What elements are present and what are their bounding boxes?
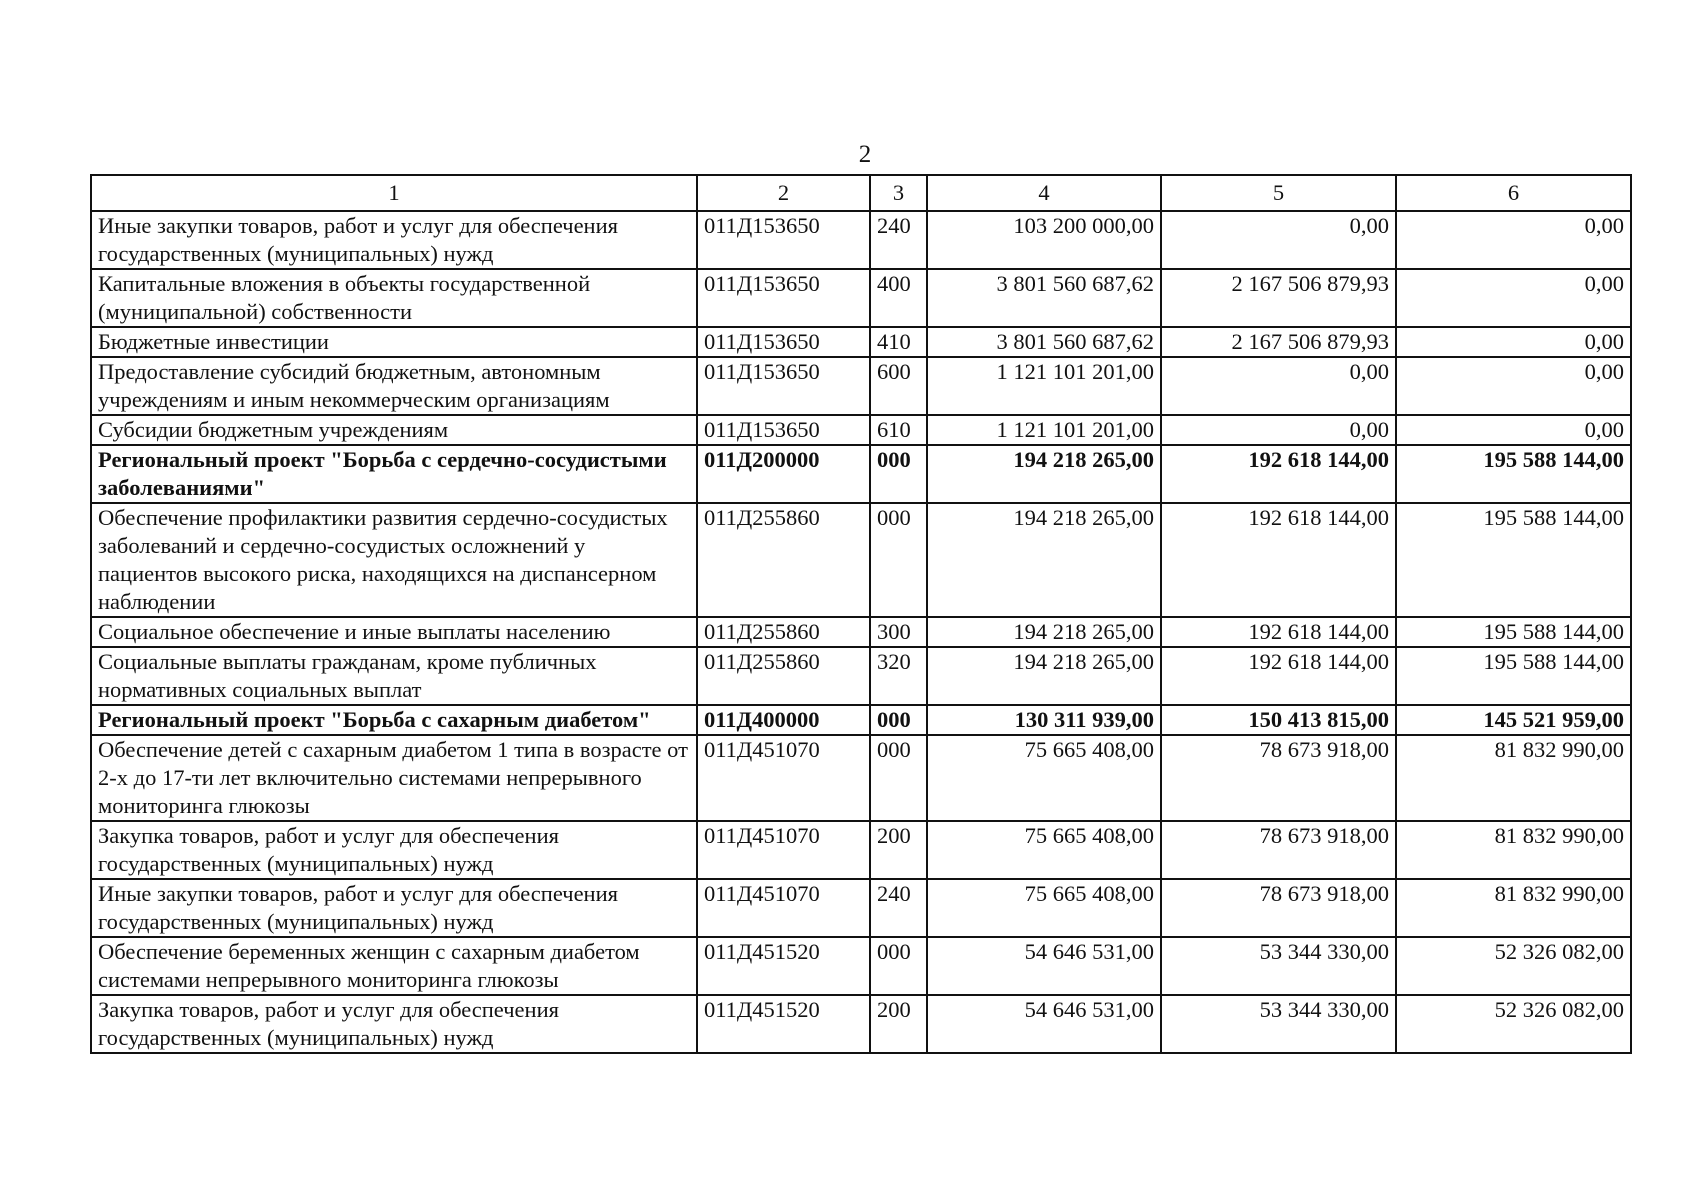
row-value-col6: 145 521 959,00 bbox=[1396, 705, 1631, 735]
row-name: Субсидии бюджетным учреждениям bbox=[91, 415, 697, 445]
row-code: 011Д451070 bbox=[697, 735, 870, 821]
row-value-col5: 0,00 bbox=[1161, 357, 1396, 415]
row-value-col5: 192 618 144,00 bbox=[1161, 647, 1396, 705]
row-name: Обеспечение профилактики развития сердечно-сосудистых заболеваний и сердечно-сосудистых осложнений у пациентов высокого риска, находящихся на диспансерном наблюдении bbox=[91, 503, 697, 617]
row-name: Региональный проект "Борьба с сердечно-сосудистыми заболеваниями" bbox=[91, 445, 697, 503]
row-value-col4: 54 646 531,00 bbox=[927, 937, 1161, 995]
row-code: 011Д153650 bbox=[697, 269, 870, 327]
row-value-col4: 194 218 265,00 bbox=[927, 617, 1161, 647]
table-row bbox=[91, 617, 1631, 647]
row-value-col4: 54 646 531,00 bbox=[927, 995, 1161, 1053]
row-code: 011Д451070 bbox=[697, 879, 870, 937]
table-row bbox=[91, 211, 1631, 269]
row-code: 011Д255860 bbox=[697, 617, 870, 647]
row-expense-type: 000 bbox=[870, 503, 927, 617]
row-value-col6: 81 832 990,00 bbox=[1396, 879, 1631, 937]
row-value-col4: 75 665 408,00 bbox=[927, 879, 1161, 937]
row-name: Закупка товаров, работ и услуг для обеспечения государственных (муниципальных) нужд bbox=[91, 821, 697, 879]
row-value-col6: 0,00 bbox=[1396, 327, 1631, 357]
row-value-col5: 192 618 144,00 bbox=[1161, 503, 1396, 617]
row-value-col4: 75 665 408,00 bbox=[927, 735, 1161, 821]
row-value-col5: 150 413 815,00 bbox=[1161, 705, 1396, 735]
row-expense-type: 320 bbox=[870, 647, 927, 705]
row-expense-type: 400 bbox=[870, 269, 927, 327]
row-value-col6: 195 588 144,00 bbox=[1396, 445, 1631, 503]
row-value-col6: 195 588 144,00 bbox=[1396, 647, 1631, 705]
row-code: 011Д255860 bbox=[697, 647, 870, 705]
row-name: Обеспечение беременных женщин с сахарным диабетом системами непрерывного мониторинга глюкозы bbox=[91, 937, 697, 995]
row-value-col6: 0,00 bbox=[1396, 415, 1631, 445]
row-value-col5: 53 344 330,00 bbox=[1161, 937, 1396, 995]
row-value-col4: 3 801 560 687,62 bbox=[927, 327, 1161, 357]
row-name: Социальные выплаты гражданам, кроме публичных нормативных социальных выплат bbox=[91, 647, 697, 705]
row-value-col5: 2 167 506 879,93 bbox=[1161, 327, 1396, 357]
row-code: 011Д153650 bbox=[697, 357, 870, 415]
row-expense-type: 240 bbox=[870, 879, 927, 937]
row-expense-type: 000 bbox=[870, 445, 927, 503]
row-expense-type: 240 bbox=[870, 211, 927, 269]
row-expense-type: 200 bbox=[870, 821, 927, 879]
row-code: 011Д153650 bbox=[697, 211, 870, 269]
header-col-3: 3 bbox=[870, 175, 927, 211]
header-col-1: 1 bbox=[91, 175, 697, 211]
header-col-4: 4 bbox=[927, 175, 1161, 211]
header-col-5: 5 bbox=[1161, 175, 1396, 211]
row-value-col6: 0,00 bbox=[1396, 269, 1631, 327]
row-value-col5: 192 618 144,00 bbox=[1161, 617, 1396, 647]
row-value-col6: 0,00 bbox=[1396, 211, 1631, 269]
table-row bbox=[91, 647, 1631, 705]
header-col-6: 6 bbox=[1396, 175, 1631, 211]
row-value-col5: 0,00 bbox=[1161, 415, 1396, 445]
header-col-2: 2 bbox=[697, 175, 870, 211]
row-code: 011Д451520 bbox=[697, 937, 870, 995]
row-value-col6: 52 326 082,00 bbox=[1396, 995, 1631, 1053]
row-expense-type: 000 bbox=[870, 705, 927, 735]
row-code: 011Д153650 bbox=[697, 415, 870, 445]
row-code: 011Д400000 bbox=[697, 705, 870, 735]
row-expense-type: 000 bbox=[870, 735, 927, 821]
row-value-col4: 194 218 265,00 bbox=[927, 445, 1161, 503]
header-row bbox=[91, 175, 1631, 211]
row-code: 011Д200000 bbox=[697, 445, 870, 503]
row-name: Иные закупки товаров, работ и услуг для обеспечения государственных (муниципальных) нужд bbox=[91, 211, 697, 269]
row-value-col5: 53 344 330,00 bbox=[1161, 995, 1396, 1053]
row-name: Иные закупки товаров, работ и услуг для обеспечения государственных (муниципальных) нужд bbox=[91, 879, 697, 937]
row-value-col4: 3 801 560 687,62 bbox=[927, 269, 1161, 327]
table-row bbox=[91, 445, 1631, 503]
row-expense-type: 600 bbox=[870, 357, 927, 415]
budget-table bbox=[90, 174, 1632, 1054]
table-row bbox=[91, 269, 1631, 327]
row-value-col6: 81 832 990,00 bbox=[1396, 735, 1631, 821]
row-expense-type: 610 bbox=[870, 415, 927, 445]
row-value-col4: 103 200 000,00 bbox=[927, 211, 1161, 269]
row-value-col6: 81 832 990,00 bbox=[1396, 821, 1631, 879]
row-value-col5: 78 673 918,00 bbox=[1161, 735, 1396, 821]
row-value-col5: 0,00 bbox=[1161, 211, 1396, 269]
row-expense-type: 300 bbox=[870, 617, 927, 647]
table-row bbox=[91, 879, 1631, 937]
row-code: 011Д153650 bbox=[697, 327, 870, 357]
row-value-col6: 52 326 082,00 bbox=[1396, 937, 1631, 995]
row-code: 011Д451520 bbox=[697, 995, 870, 1053]
row-value-col4: 194 218 265,00 bbox=[927, 647, 1161, 705]
table-row bbox=[91, 705, 1631, 735]
row-name: Региональный проект "Борьба с сахарным диабетом" bbox=[91, 705, 697, 735]
table-row bbox=[91, 821, 1631, 879]
row-name: Капитальные вложения в объекты государственной (муниципальной) собственности bbox=[91, 269, 697, 327]
row-value-col4: 1 121 101 201,00 bbox=[927, 357, 1161, 415]
row-value-col5: 78 673 918,00 bbox=[1161, 879, 1396, 937]
row-name: Предоставление субсидий бюджетным, автономным учреждениям и иным некоммерческим организациям bbox=[91, 357, 697, 415]
row-value-col6: 195 588 144,00 bbox=[1396, 503, 1631, 617]
row-name: Обеспечение детей с сахарным диабетом 1 типа в возрасте от 2-х до 17-ти лет включительно системами непрерывного мониторинга глюкозы bbox=[91, 735, 697, 821]
row-value-col4: 130 311 939,00 bbox=[927, 705, 1161, 735]
page-number: 2 bbox=[858, 141, 872, 168]
table-row bbox=[91, 937, 1631, 995]
table-row bbox=[91, 415, 1631, 445]
table-row bbox=[91, 357, 1631, 415]
table-row bbox=[91, 735, 1631, 821]
row-value-col5: 78 673 918,00 bbox=[1161, 821, 1396, 879]
row-expense-type: 200 bbox=[870, 995, 927, 1053]
table-row bbox=[91, 327, 1631, 357]
row-code: 011Д451070 bbox=[697, 821, 870, 879]
row-value-col4: 75 665 408,00 bbox=[927, 821, 1161, 879]
row-code: 011Д255860 bbox=[697, 503, 870, 617]
row-value-col5: 192 618 144,00 bbox=[1161, 445, 1396, 503]
row-value-col5: 2 167 506 879,93 bbox=[1161, 269, 1396, 327]
row-expense-type: 410 bbox=[870, 327, 927, 357]
table-row bbox=[91, 503, 1631, 617]
row-name: Бюджетные инвестиции bbox=[91, 327, 697, 357]
row-value-col4: 1 121 101 201,00 bbox=[927, 415, 1161, 445]
row-name: Закупка товаров, работ и услуг для обеспечения государственных (муниципальных) нужд bbox=[91, 995, 697, 1053]
row-expense-type: 000 bbox=[870, 937, 927, 995]
row-value-col6: 0,00 bbox=[1396, 357, 1631, 415]
table-row bbox=[91, 995, 1631, 1053]
row-value-col4: 194 218 265,00 bbox=[927, 503, 1161, 617]
row-value-col6: 195 588 144,00 bbox=[1396, 617, 1631, 647]
row-name: Социальное обеспечение и иные выплаты населению bbox=[91, 617, 697, 647]
